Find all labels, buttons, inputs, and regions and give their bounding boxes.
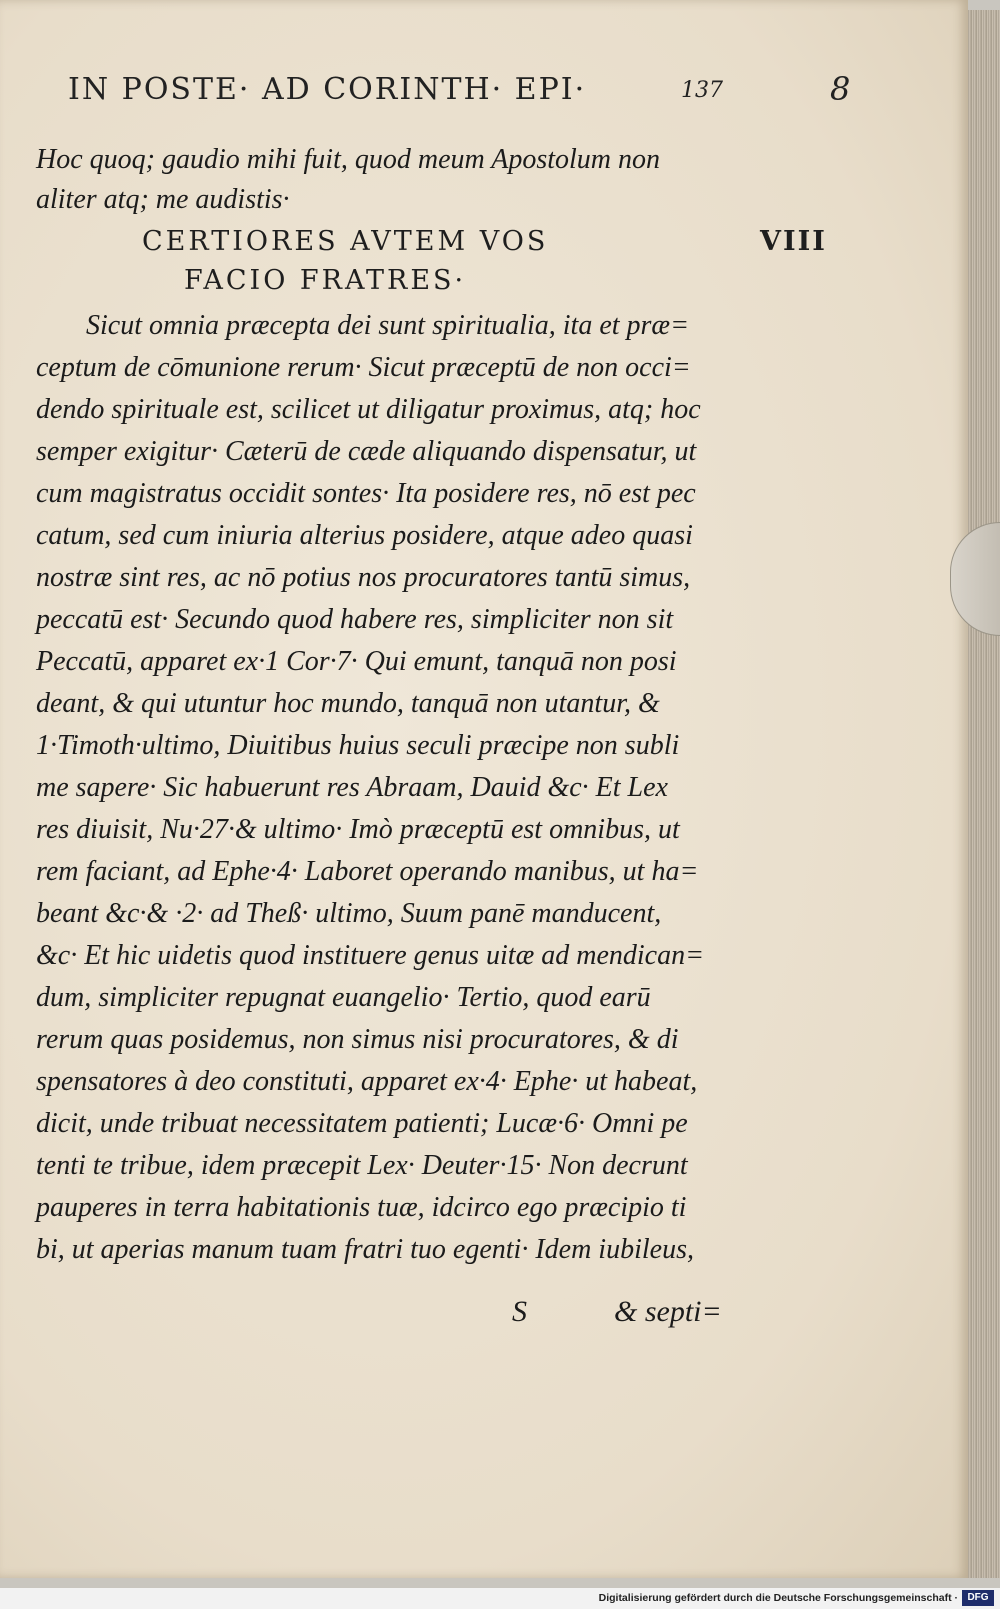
body-line: tenti te tribue, idem præcepit Lex· Deuter·15· Non decrunt [36,1150,688,1181]
signature-mark: S [512,1295,527,1328]
body-line: pauperes in terra habitationis tuæ, idcirco ego præcipio ti [36,1192,687,1223]
page-edges [968,10,1000,1578]
body-line: dum, simpliciter repugnat euangelio· Tertio, quod earū [36,982,651,1013]
body-line: ceptum de cōmunione rerum· Sicut præceptū de non occi= [36,352,691,383]
body-line: Peccatū, apparet ex·1 Cor·7· Qui emunt, tanquā non posi [36,646,677,677]
page-number: 137 [681,78,723,103]
body-line: dendo spirituale est, scilicet ut diligatur proximus, atq; hoc [36,394,701,425]
body-line: bi, ut aperias manum tuam fratri tuo egenti· Idem iubileus, [36,1234,694,1265]
intro-line: aliter atq; me audistis· [36,184,290,215]
section-heading-line-2: FACIO FRATRES· [184,265,467,296]
section-marker: VIII [760,226,827,257]
body-line: nostræ sint res, ac nō potius nos procuratores tantū simus, [36,562,691,593]
running-head: IN POSTE· AD CORINTH· EPI· [68,72,587,107]
body-line: cum magistratus occidit sontes· Ita posidere res, nō est pec [36,478,696,509]
body-line: spensatores à deo constituti, apparet ex·4· Ephe· ut habeat, [36,1066,698,1097]
body-line: 1·Timoth·ultimo, Diuitibus huius seculi præcipe non subli [36,730,680,761]
catchword: & septi= [614,1295,722,1328]
body-line: deant, & qui utuntur hoc mundo, tanquā non utantur, & [36,688,660,719]
body-line: catum, sed cum iniuria alterius posidere, atque adeo quasi [36,520,693,551]
body-line: semper exigitur· Cæterū de cæde aliquando dispensatur, ut [36,436,697,467]
body-line: dicit, unde tribuat necessitatem patienti; Lucæ·6· Omni pe [36,1108,688,1139]
body-line: me sapere· Sic habuerunt res Abraam, Dauid &c· Et Lex [36,772,668,803]
body-line: Sicut omnia præcepta dei sunt spiritualia, ita et præ= [86,310,689,341]
section-heading-line-1: CERTIORES AVTEM VOS [142,226,549,257]
body-line: &c· Et hic uidetis quod instituere genus uitæ ad mendican= [36,940,704,971]
body-line: rem faciant, ad Ephe·4· Laboret operando manibus, ut ha= [36,856,699,887]
funding-credit: Digitalisierung gefördert durch die Deutsche Forschungsgemeinschaft · [598,1592,958,1604]
body-line: res diuisit, Nu·27·& ultimo· Imò præceptū est omnibus, ut [36,814,680,845]
body-line: peccatū est· Secundo quod habere res, simpliciter non sit [36,604,674,635]
dfg-logo-icon: DFG [962,1590,994,1606]
body-line: beant &c·& ·2· ad Theß· ultimo, Suum panē manducent, [36,898,662,929]
body-line: rerum quas posidemus, non simus nisi procuratores, & di [36,1024,679,1055]
folio-number: 8 [830,70,851,108]
intro-line: Hoc quoq; gaudio mihi fuit, quod meum Apostolum non [36,144,661,175]
